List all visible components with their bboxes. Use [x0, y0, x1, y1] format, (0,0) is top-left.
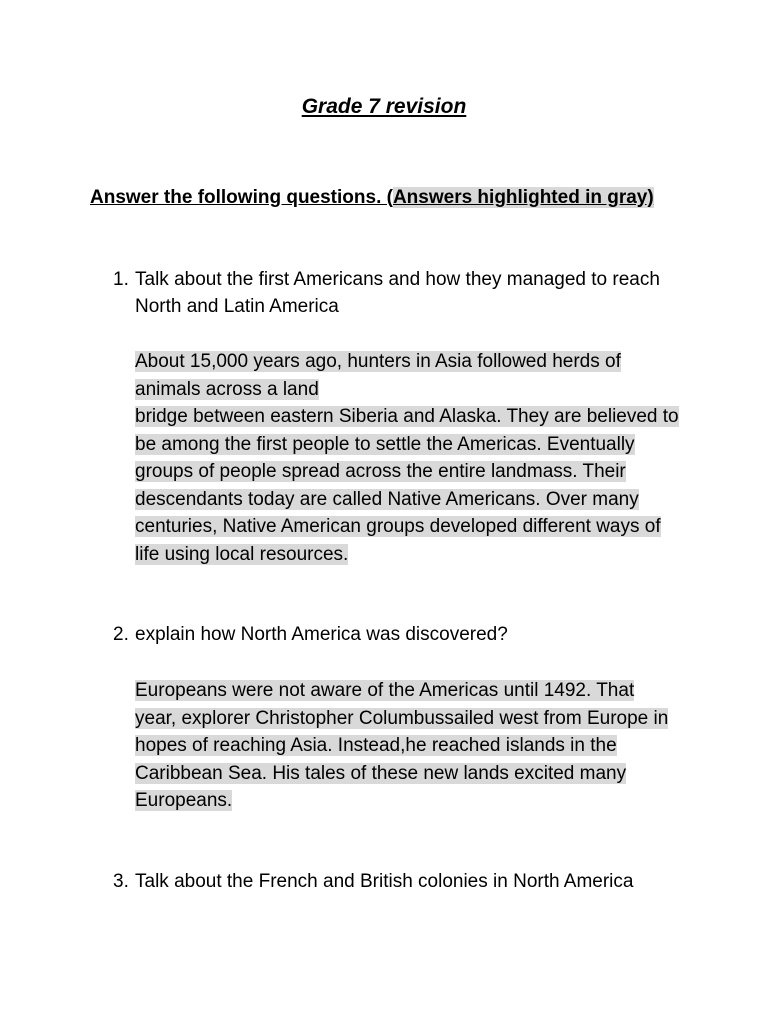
question-1-text: Talk about the first Americans and how they managed to reach North and Latin America [135, 269, 660, 317]
instructions-prefix: Answer the following questions. ( [90, 187, 393, 208]
instructions [90, 184, 670, 211]
answer-1 [135, 348, 680, 568]
question-3-text: Talk about the French and British colonies in North America [135, 871, 634, 892]
answer-2 [135, 677, 680, 815]
answer-2-line-1: Europeans were not aware of the Americas until 1492. That year, explorer Christopher Columbussailed west from Europe in hopes of reaching Asia. Instead,he reached islands in the Caribbean Sea. His tales of these new lands excited many Europeans. [135, 680, 669, 811]
document-title: Grade 7 revision [301, 95, 467, 118]
question-2-text: explain how North America was discovered? [135, 624, 508, 645]
answer-1-line-2: bridge between eastern Siberia and Alaska. They are believed to be among the first people to settle the Americas. Eventually groups of people spread across the entire landmass. Their descendants today are called Native Americans. Over many centuries, Native American groups developed different ways of life using local resources. [135, 406, 679, 565]
instructions-highlight: Answers highlighted in gray) [392, 187, 654, 208]
question-2-number: 2. [113, 624, 129, 645]
question-3-number: 3. [113, 871, 129, 892]
answer-1-line-1: About 15,000 years ago, hunters in Asia followed herds of animals across a land [135, 351, 621, 400]
question-1-number: 1. [113, 269, 129, 290]
